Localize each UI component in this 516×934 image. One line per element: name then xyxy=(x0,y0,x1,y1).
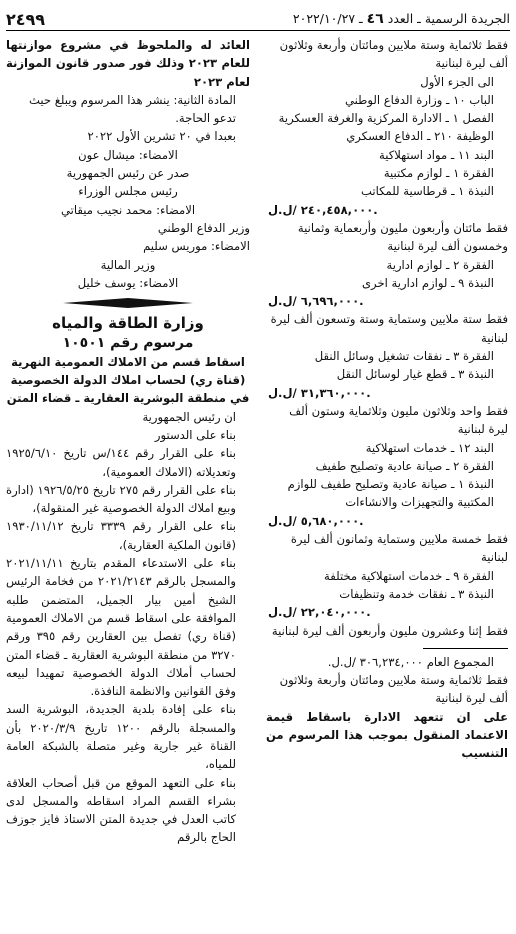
left_column-line: الامضاء: ميشال عون xyxy=(78,147,178,162)
right_column-line: فقط خمسة ملايين وستماية وثمانون ألف ليرة لبنانية xyxy=(290,532,508,565)
right_column-line: فقط واحد وثلاثون مليون وثلاثماية وستون ألف ليرة لبنانية xyxy=(289,403,508,437)
left_column-line: بعبدا في ٢٠ تشرين الأول ٢٠٢٢ xyxy=(87,129,236,144)
publication-title: الجريدة الرسمية xyxy=(424,11,510,26)
left_column-line: صدر عن رئيس الجمهورية xyxy=(66,166,190,181)
right_column-line: المجموع العام ٣٠٦,٢٣٤,٠٠٠ /ل.ل. xyxy=(327,654,494,669)
right_column-line: فقط ستة ملايين وستماية وستة وتسعون ألف ليرة لبنانية xyxy=(270,312,508,345)
right_column-line: النبذة ١ ـ صيانة عادية وتصليح طفيف للوازم المكتبية والتجهيزات والانشاءات xyxy=(287,477,494,510)
right_column-line: الوظيفة ٢١٠ ـ الدفاع العسكري xyxy=(346,129,494,144)
right_column-line: الفقرة ٢ ـ صيانة عادية وتصليح طفيف xyxy=(315,458,494,473)
right_column-line: ٢٢,٠٤٠,٠٠٠ /ل.ل. xyxy=(268,605,371,620)
left_column-line: وزير الدفاع الوطني xyxy=(157,220,250,235)
right_column-line: ٦,٦٩٦,٠٠٠ /ل.ل. xyxy=(268,294,364,309)
right_column-line: ٢٤٠,٤٥٨,٠٠٠ /ل.ل. xyxy=(268,202,378,217)
right_column-line: فقط ثلاثماية وستة ملايين ومائتان وأربعة وثلاثون ألف ليرة لبنانية xyxy=(279,38,508,71)
issue-label: العدد xyxy=(387,11,414,26)
left_column-line: مرسوم رقم ١٠٥٠١ xyxy=(62,335,194,352)
page-header xyxy=(6,8,510,31)
section-divider-ornament xyxy=(63,298,193,308)
right_column-line: النبذة ٩ ـ لوازم ادارية اخرى xyxy=(361,275,494,290)
left_column-line: وزير المالية xyxy=(100,257,156,272)
right_column-line: البند ١١ ـ مواد استهلاكية xyxy=(379,147,494,162)
right_column-line: الفصل ١ ـ الادارة المركزية والغرفة العسكرية xyxy=(278,111,494,126)
left-column xyxy=(6,36,250,847)
left_column-line: بناء على القرار رقم ٢٧٥ تاريخ ١٩٢٦/٥/٢٥ (ادارة وبيع املاك الدولة الخصوصية غير المنقولة)، xyxy=(6,482,236,516)
left_column-line: العائد له والملحوظ في مشروع موازنتها للعام ٢٠٢٣ وذلك فور صدور قانون الموازنة لعام ٢٠٢٣ xyxy=(6,38,250,89)
right_column-line: ٣١,٣٦٠,٠٠٠ /ل.ل. xyxy=(268,385,371,400)
left_column-line: المادة الثانية: ينشر هذا المرسوم ويبلغ حيث تدعو الحاجة. xyxy=(29,92,236,126)
right_column-line: النبذة ١ ـ قرطاسية للمكاتب xyxy=(360,184,494,199)
issue-date: ٢٠٢٢/١٠/٢٧ xyxy=(292,11,356,26)
left_column-line: اسقاط قسم من الاملاك العمومية النهرية (قناة ري) لحساب املاك الدولة الخصوصية في منطقة البوشرية العقارية ـ قضاء المتن xyxy=(6,354,250,406)
left_column-line: بناء على إفادة بلدية الجديدة، البوشرية السد والمسجلة بالرقم ١٢٠٠ تاريخ ٢٠٢٠/٣/٩ بأن القناة غير جارية وغير متصلة بالشبكة العامة للمياه، xyxy=(6,702,236,772)
left_column-line: الامضاء: موريس سليم xyxy=(143,239,250,254)
left_column-line: وزارة الطاقة والمياه xyxy=(52,314,204,333)
right_column-line: على ان تتعهد الادارة باسقاط قيمة الاعتماد المنقول بموجب هذا المرسوم من التنسيب xyxy=(266,709,508,761)
issue-number: ٤٦ xyxy=(366,11,384,27)
left_column-line: الامضاء: يوسف خليل xyxy=(77,275,179,290)
header-masthead: الجريدة الرسمية ـ العدد ٤٦ ـ ٢٠٢٢/١٠/٢٧ xyxy=(292,11,510,27)
right_column-line: البند ١٢ ـ خدمات استهلاكية xyxy=(365,440,494,455)
right_column-line: ٥,٦٨٠,٠٠٠ /ل.ل. xyxy=(268,513,364,528)
left_column-line: بناء على القرار رقم ٣٣٣٩ تاريخ ١٩٣٠/١١/١٢ (قانون الملكية العقارية)، xyxy=(6,519,236,552)
right_column-line: الباب ١٠ ـ وزارة الدفاع الوطني xyxy=(344,92,494,107)
left_column-line: ان رئيس الجمهورية xyxy=(142,409,236,424)
right-column xyxy=(266,36,508,763)
separator-line xyxy=(423,648,508,649)
right_column-line: فقط ثلاثماية وستة ملايين ومائتان وأربعة وثلاثون ألف ليرة لبنانية xyxy=(279,673,508,706)
right_column-line: فقط إثنا وعشرون مليون وأربعون ألف ليرة لبنانية xyxy=(271,623,508,638)
right_column-line: الفقرة ١ ـ لوازم مكتبية xyxy=(383,166,494,181)
left_column-line: الامضاء: محمد نجيب ميقاتي xyxy=(60,202,196,217)
left_column-line: بناء على الدستور xyxy=(154,427,236,442)
left_column-line: رئيس مجلس الوزراء xyxy=(78,184,178,199)
right_column-line: الفقرة ٢ ـ لوازم ادارية xyxy=(386,257,494,272)
right_column-line: الفقرة ٩ ـ خدمات استهلاكية مختلفة xyxy=(324,568,494,583)
page-number: ٢٤٩٩ xyxy=(6,9,46,29)
right_column-line: النبذة ٣ ـ قطع غيار لوسائل النقل xyxy=(336,367,494,382)
left_column-line: بناء على التعهد الموقع من قبل أصحاب العلاقة بشراء القسم المراد اسقاطه والمسجل لدى كاتب العدل في جديدة المتن الاستاذ فايز جوزف الحاج بالرقم xyxy=(6,775,236,845)
right_column-line: النبذة ٣ ـ نفقات خدمة وتنظيفات xyxy=(339,586,494,601)
right_column-line: الفقرة ٣ ـ نفقات تشغيل وسائل النقل xyxy=(314,349,494,364)
left_column-line: بناء على القرار رقم ١٤٤/س تاريخ ١٩٢٥/٦/١٠ وتعديلاته (الاملاك العمومية)، xyxy=(6,446,237,479)
right_column-line: الى الجزء الأول xyxy=(420,74,494,89)
right_column-line: فقط مائتان وأربعون مليون وأربعماية وثمانية وخمسون ألف ليرة لبنانية xyxy=(297,220,508,254)
left_column-line: بناء على الاستدعاء المقدم بتاريخ ٢٠٢١/١١/١١ والمسجل بالرقم ٢٠٢١/٢١٤٣ من فخامة الرئيس الشيخ أمين بيار الجميل، المتضمن طلبه الموافقة على اسقاط قسم من الاملاك العمومية (قناة ري) تفصل بين العقارين رقم ٣٩٥ ورقم ٣٢٧٠ من منطقة البوشرية العقارية ـ قضاء المتن لحساب أملاك الدولة الخصوصية تمهيدا لبيعه وفق القوانين والانظمة النافذة. xyxy=(6,556,237,699)
